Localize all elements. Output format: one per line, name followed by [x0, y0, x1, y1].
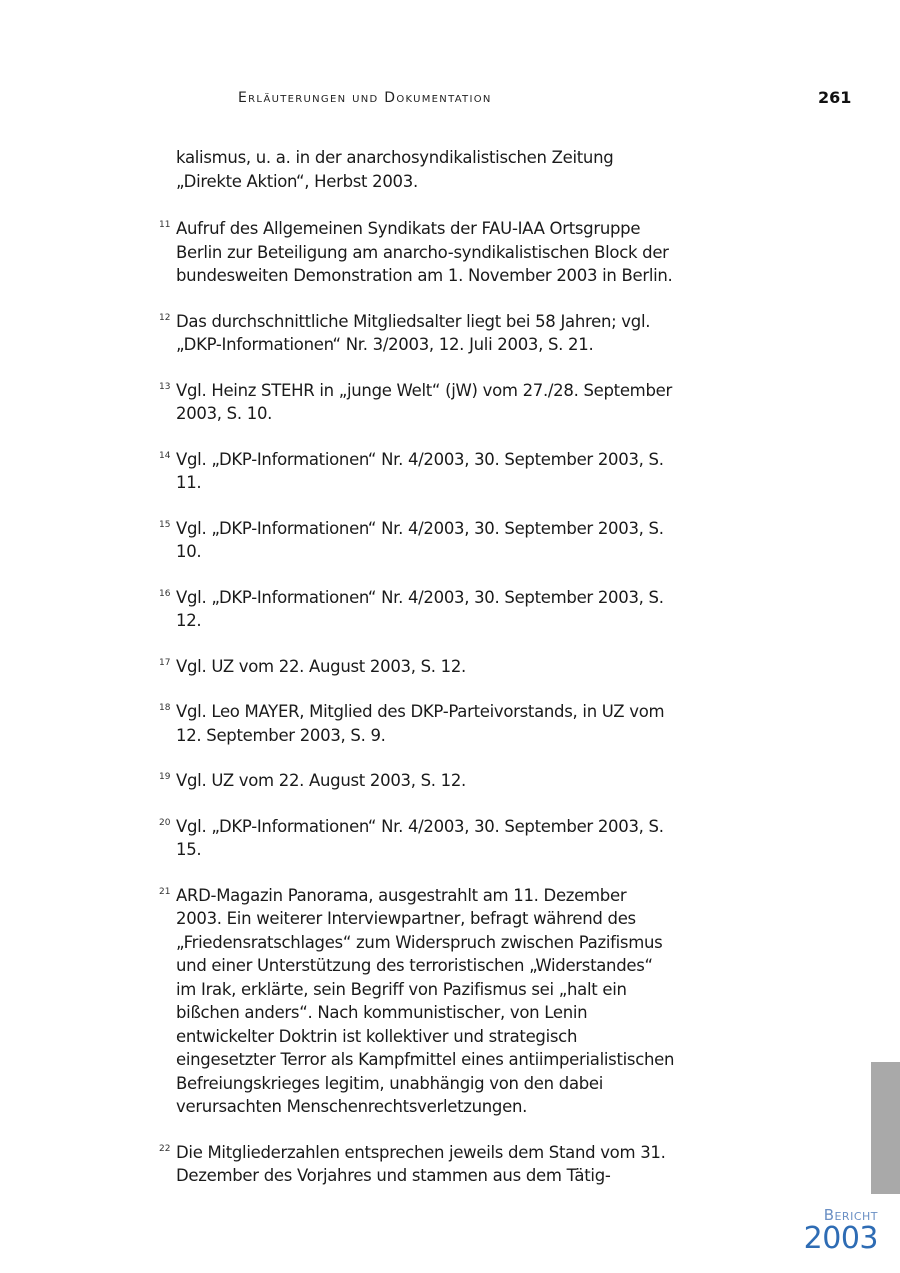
endnote-number: 14	[159, 450, 171, 461]
endnote-number: 22	[159, 1143, 171, 1154]
endnote-text: ARD-Magazin Panorama, ausgestrahlt am 11. Dezember 2003. Ein weiterer Interviewpartner, befragt während des „Friedensratschlages“ zum Widerspruch zwischen Pazifismus und einer Unterstützung des terroristischen „Widerstandes“ im Irak, erklärte, sein Begriff von Pazifismus sei „halt ein bißchen anders“. Nach kommunistischer, von Lenin entwickelter Doktrin ist kollektiver und strategisch eingesetzter Terror als Kampfmittel eines antiimperialistischen Befreiungskrieges legitim, unabhängig von den dabei verursachten Menschenrechtsverletzungen.	[176, 885, 675, 1116]
endnote-text: Vgl. „DKP-Informationen“ Nr. 4/2003, 30. September 2003, S. 10.	[176, 518, 664, 561]
endnote	[0, 310, 900, 357]
endnote	[0, 769, 900, 793]
endnote-text: Vgl. UZ vom 22. August 2003, S. 12.	[176, 771, 467, 790]
endnote-number: 16	[159, 588, 171, 599]
endnote	[0, 379, 900, 426]
endnote-number: 13	[159, 381, 171, 392]
report-logo-year: 2003	[803, 1221, 878, 1256]
endnote-text: Aufruf des Allgemeinen Syndikats der FAU-IAA Ortsgruppe Berlin zur Beteiligung am anarcho-syndikalistischen Block der bundesweiten Demonstration am 1. November 2003 in Berlin.	[176, 219, 673, 285]
report-logo	[804, 1206, 878, 1254]
side-tab	[871, 1062, 900, 1194]
endnote-text: Vgl. „DKP-Informationen“ Nr. 4/2003, 30. September 2003, S. 12.	[176, 587, 664, 630]
report-logo-word: Bericht	[823, 1206, 878, 1224]
endnote-number: 12	[159, 312, 171, 323]
endnote	[0, 1141, 900, 1188]
endnote	[0, 586, 900, 633]
endnote-text: Vgl. „DKP-Informationen“ Nr. 4/2003, 30. September 2003, S. 11.	[176, 449, 664, 492]
endnote-number: 18	[159, 703, 171, 713]
endnote	[0, 517, 900, 564]
endnote-number: 15	[159, 519, 171, 530]
running-head: Erläuterungen und Dokumentation	[238, 90, 492, 106]
endnote-number: 11	[159, 220, 171, 230]
endnote	[0, 217, 900, 288]
endnote-text: Vgl. Heinz STEHR in „junge Welt“ (jW) vom 27./28. September 2003, S. 10.	[176, 380, 672, 423]
note-list	[0, 217, 900, 1188]
endnote-text: Die Mitgliederzahlen entsprechen jeweils dem Stand vom 31. Dezember des Vorjahres und stammen aus dem Tätig-	[176, 1142, 666, 1185]
endnote	[0, 884, 900, 1119]
endnote-text: Vgl. UZ vom 22. August 2003, S. 12.	[176, 656, 467, 676]
endnote	[0, 700, 900, 747]
endnote-number: 17	[159, 657, 171, 668]
page-number: 261	[818, 88, 852, 107]
endnote-text: Das durchschnittliche Mitgliedsalter liegt bei 58 Jahren; vgl. „DKP-Informationen“ Nr. 3/2003, 12. Juli 2003, S. 21.	[176, 311, 651, 354]
endnote-number: 20	[159, 817, 171, 828]
endnote-text: Vgl. Leo MAYER, Mitglied des DKP-Parteivorstands, in UZ vom 12. September 2003, S. 9.	[176, 702, 665, 745]
endnote-number: 21	[159, 886, 171, 897]
endnotes	[0, 146, 900, 1210]
endnote-number: 19	[159, 772, 171, 782]
continuation-text: kalismus, u. a. in der anarchosyndikalistischen Zeitung „Direkte Aktion“, Herbst 2003.	[176, 148, 614, 191]
endnote-text: Vgl. „DKP-Informationen“ Nr. 4/2003, 30. September 2003, S. 15.	[176, 816, 664, 859]
endnote	[0, 448, 900, 495]
endnote	[0, 815, 900, 862]
endnote	[0, 655, 900, 679]
